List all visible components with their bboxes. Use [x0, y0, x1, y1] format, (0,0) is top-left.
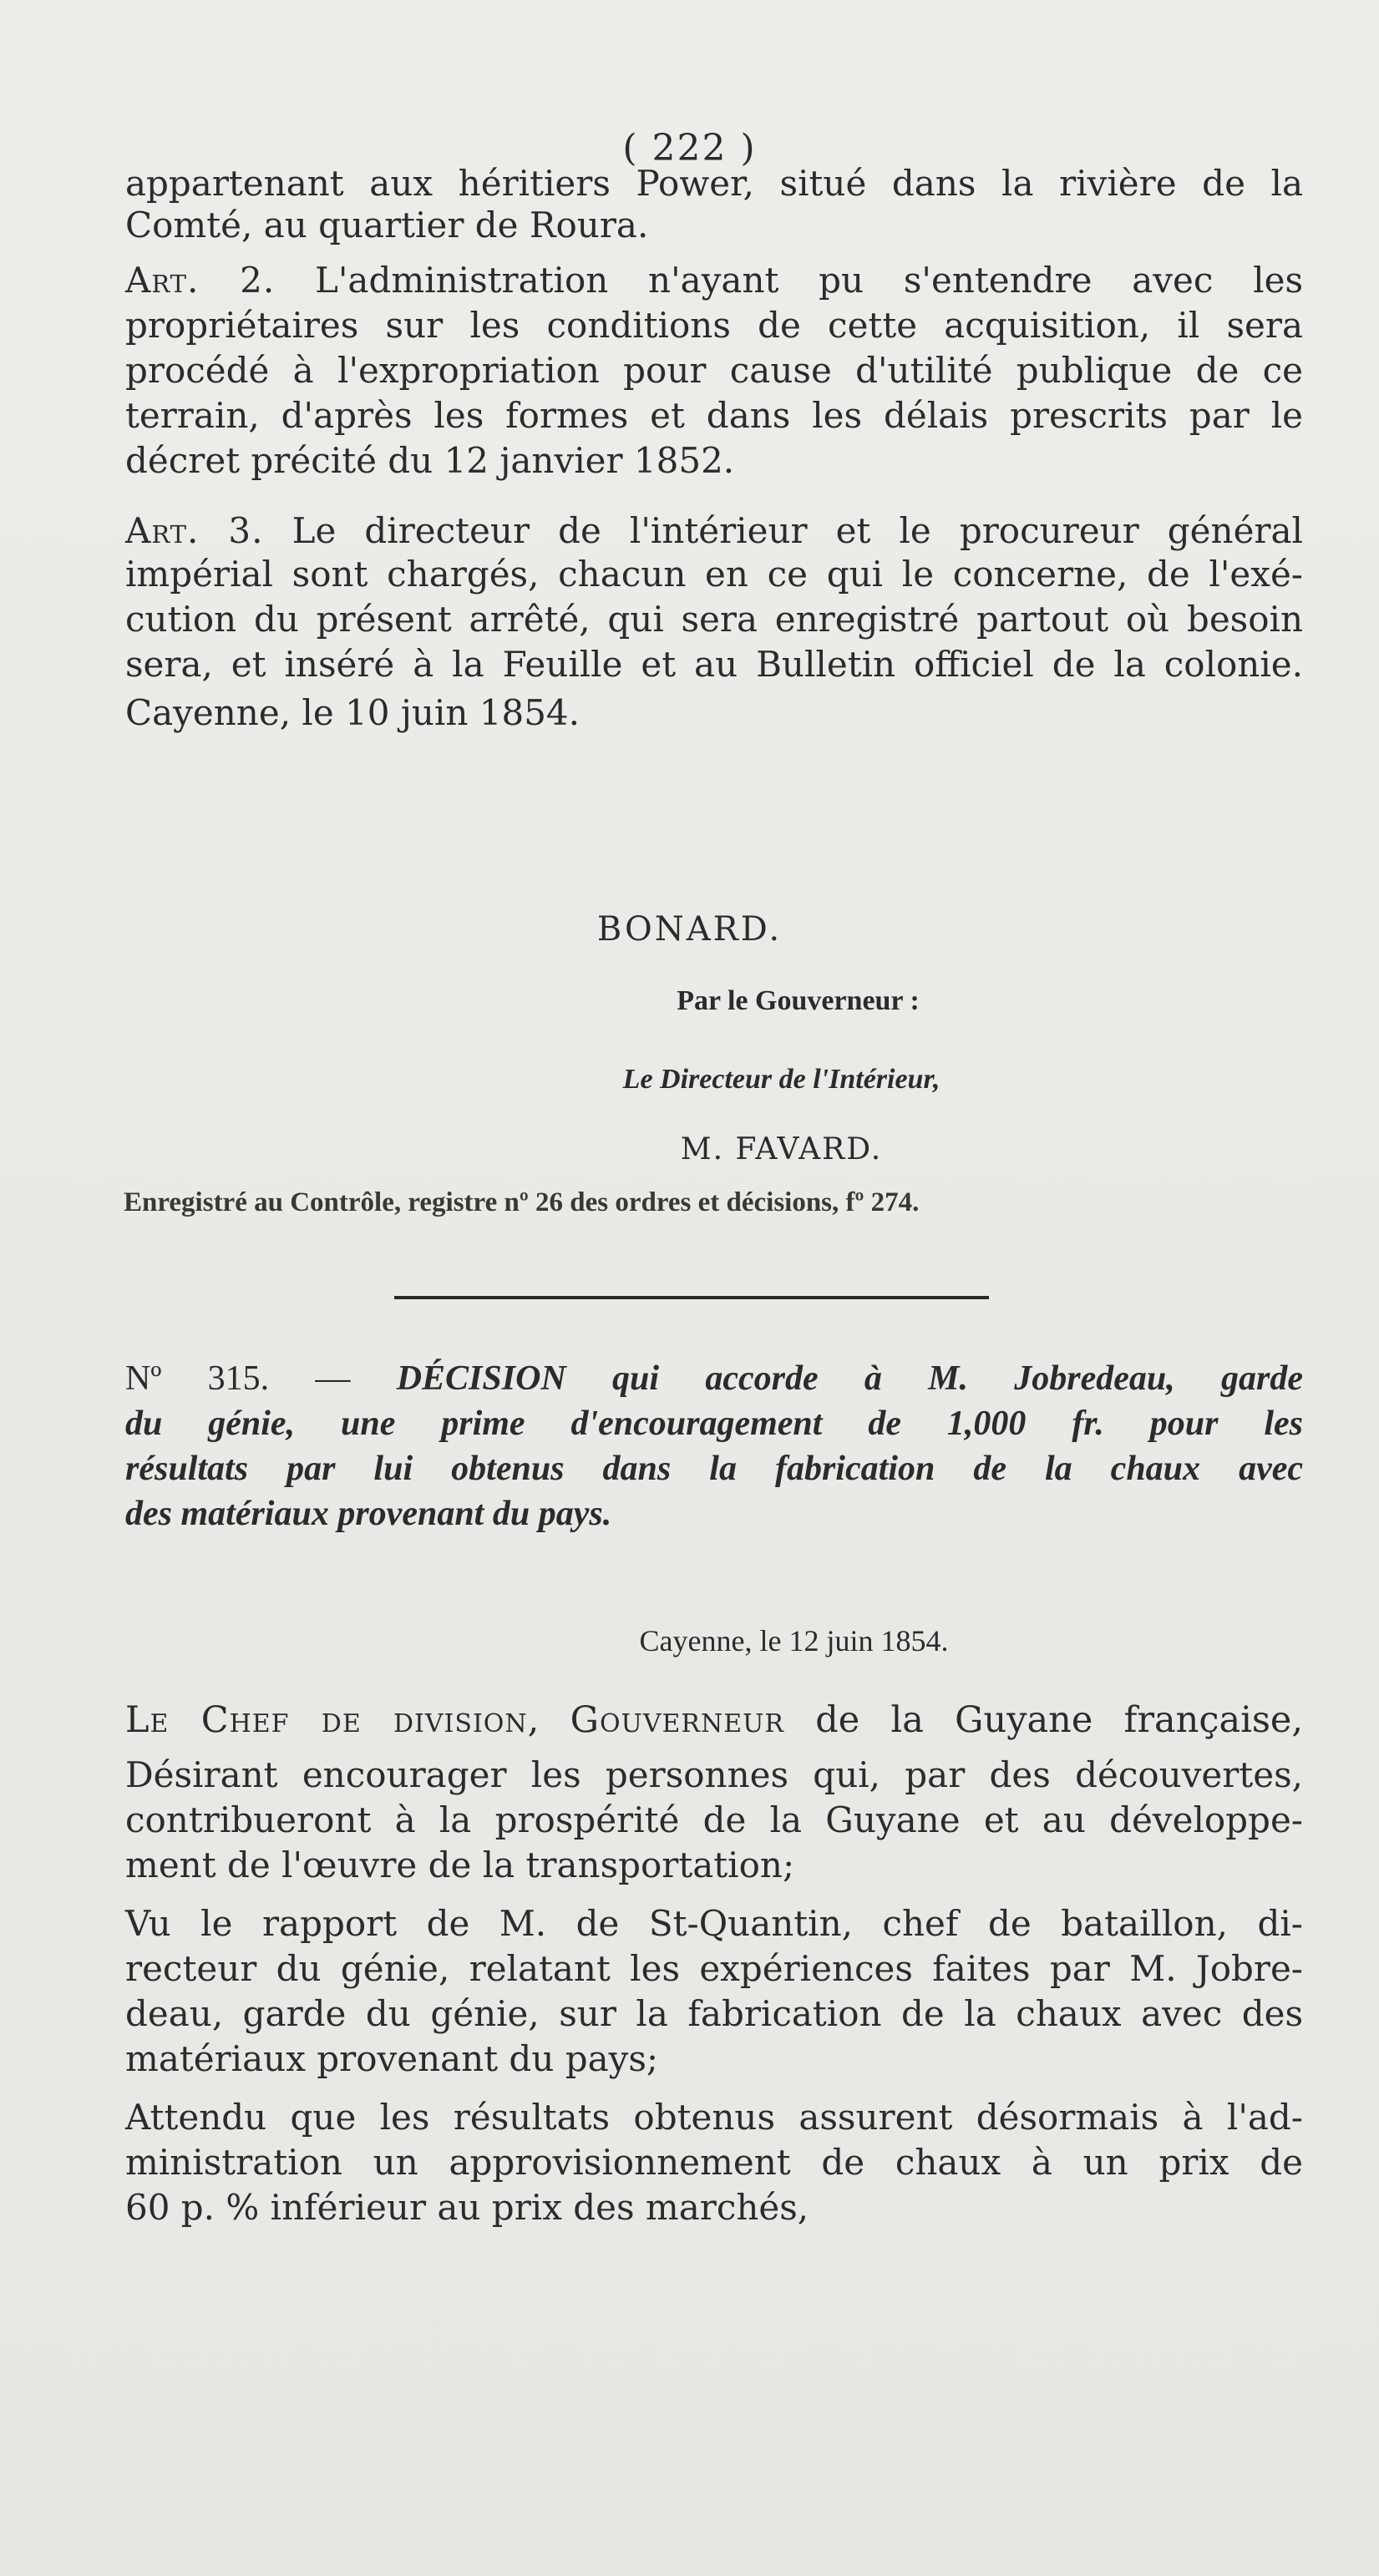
text-line: contribueront à la prospérité de la Guyane et au développe- — [125, 1799, 1303, 1840]
section-divider — [394, 1296, 989, 1299]
text-span: Le directeur de l'intérieur et le procureur général — [292, 510, 1303, 551]
text-line: appartenant aux héritiers Power, situé dans la rivière de la — [125, 163, 1303, 204]
registration-note: Enregistré au Contrôle, registre nº 26 des ordres et décisions, fº 274. — [124, 1187, 920, 1217]
text-line: sera, et inséré à la Feuille et au Bulletin officiel de la colonie. — [125, 644, 1303, 685]
text-line: terrain, d'après les formes et dans les délais prescrits par le — [125, 395, 1303, 436]
signature-by-line: Par le Gouverneur : — [677, 985, 920, 1016]
gouverneur: Gouverneur — [570, 1699, 784, 1741]
text-line: impérial sont chargés, chacun en ce qui le concerne, de l'exé- — [125, 554, 1303, 595]
article-3-label: Art. 3. — [125, 510, 264, 551]
text-line: deau, garde du génie, sur la fabrication de la chaux avec des — [125, 1993, 1303, 2034]
article-3-first-line — [125, 511, 1303, 551]
text-line: ministration un approvisionnement de chaux à un prix de — [125, 2142, 1303, 2183]
text-line: cution du présent arrêté, qui sera enregistré partout où besoin — [125, 599, 1303, 640]
director-title: Le Directeur de l'Intérieur, — [622, 1064, 940, 1095]
text-line: Vu le rapport de M. de St-Quantin, chef de bataillon, di- — [125, 1903, 1303, 1944]
text-line: matériaux provenant du pays; — [125, 2038, 659, 2079]
text-line: propriétaires sur les conditions de cette acquisition, il sera — [125, 305, 1303, 346]
text-line: 60 p. % inférieur au prix des marchés, — [125, 2187, 809, 2228]
article-2-label: Art. 2. — [125, 260, 276, 301]
decision-title-line: des matériaux provenant du pays. — [125, 1495, 612, 1533]
text-line: procédé à l'expropriation pour cause d'utilité publique de ce — [125, 350, 1303, 391]
decision-opening: Le Chef de division, Gouverneur de la Guyane française, — [125, 1699, 1304, 1741]
text-line: décret précité du 12 janvier 1852. — [125, 440, 735, 481]
text-span: L'administration n'ayant pu s'entendre avec les — [314, 260, 1303, 301]
page-number: ( 222 ) — [622, 127, 757, 170]
chef-de-division: Le Chef de division — [125, 1699, 528, 1741]
decision-title-first-line — [125, 1358, 1303, 1399]
text-span: de la Guyane française, — [815, 1699, 1304, 1741]
text-line: Désirant encourager les personnes qui, par des découvertes, — [125, 1754, 1303, 1795]
decision-title-line: résultats par lui obtenus dans la fabrication de la chaux avec — [125, 1450, 1303, 1488]
text-line: recteur du génie, relatant les expériences faites par M. Jobre- — [125, 1948, 1303, 1989]
director-name: M. FAVARD. — [680, 1132, 883, 1167]
decision-dash: — — [315, 1359, 351, 1398]
text-line: ment de l'œuvre de la transportation; — [125, 1845, 795, 1885]
signature-name: BONARD. — [596, 910, 783, 949]
text-line: Attendu que les résultats obtenus assurent désormais à l'ad- — [125, 2097, 1303, 2138]
decision-title-text: DÉCISION qui accorde à M. Jobredeau, garde — [396, 1359, 1304, 1398]
text-line: Comté, au quartier de Roura. — [125, 205, 649, 245]
article-2-first-line — [125, 261, 1303, 301]
decision-title-line: du génie, une prime d'encouragement de 1,000 fr. pour les — [125, 1404, 1303, 1443]
place-date: Cayenne, le 10 juin 1854. — [125, 692, 580, 733]
decision-date: Cayenne, le 12 juin 1854. — [639, 1624, 949, 1657]
decision-number: Nº 315. — [125, 1359, 270, 1398]
